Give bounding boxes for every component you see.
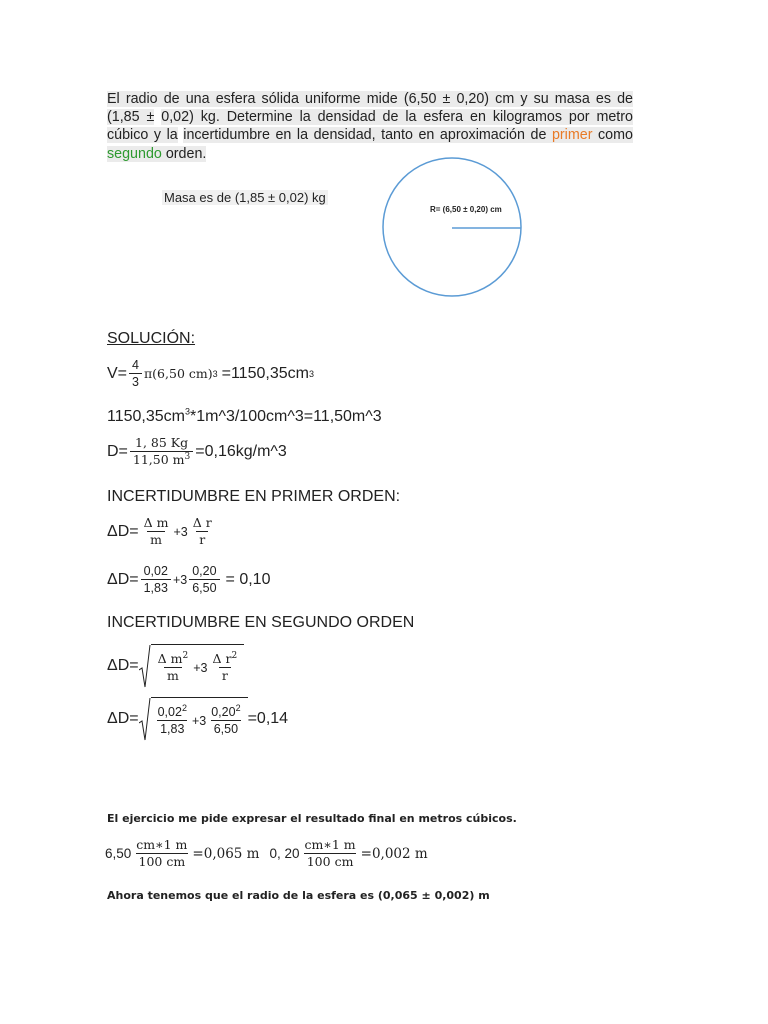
first-formula-n1: Δ m (143, 515, 169, 530)
first-formula-d2: r (196, 531, 208, 547)
second-formula-lhs: ΔD= (107, 657, 139, 674)
second-formula-d1: m (164, 667, 182, 683)
solution-heading: SOLUCIÓN: (107, 330, 196, 347)
second-order-values (107, 697, 288, 741)
density-den-exp: 3 (184, 451, 191, 462)
first-formula-n2: Δ r (192, 515, 212, 530)
second-values-plus: +3 (191, 713, 207, 728)
conv1-pre: 6,50 (105, 846, 132, 861)
conv1-den: 100 cm (136, 853, 189, 869)
sphere-diagram (380, 155, 524, 299)
first-values-d1: 1,83 (141, 579, 171, 595)
second-values-exp1: 2 (181, 702, 187, 713)
first-order-values (107, 564, 270, 595)
problem-line-1: El radio de una esfera sólida uniforme mide (6,50 ± 0,20) cm y su masa es de (1,85 ± (107, 91, 633, 126)
conv2-pre: 0, 20 (269, 846, 300, 861)
conversion-pre: 1150,35cm (107, 408, 185, 425)
problem-line-2: 0,02) kg. Determine la densidad de la esfera en kilogramos por metro cúbico y la (107, 109, 633, 144)
conv2-den: 100 cm (304, 853, 357, 869)
second-formula-d2: r (219, 667, 231, 683)
second-formula-exp2: 2 (231, 650, 238, 661)
volume-equation: V= $\frac{4}{3}$ π(6,50 cm) 3 =1150,35cm 3 (107, 358, 314, 389)
conv2-rhs: =0,002 m (360, 845, 428, 862)
first-formula-lhs: ΔD= (107, 522, 139, 540)
volume-frac-num: 4 (132, 358, 139, 372)
first-order-heading: INCERTIDUMBRE EN PRIMER ORDEN: (107, 488, 401, 505)
radius-label: R= (6,50 ± 0,20) cm (430, 205, 502, 214)
first-values-d2: 6,50 (189, 579, 219, 595)
problem-statement (107, 90, 633, 163)
sphere-circle (383, 158, 521, 296)
second-formula-exp1: 2 (182, 650, 189, 661)
first-values-plus: +3 (172, 572, 188, 587)
first-values-n1: 0,02 (143, 564, 168, 578)
second-formula-n2: Δ r (212, 651, 232, 666)
second-values-exp2: 2 (235, 702, 241, 713)
word-segundo: segundo (107, 145, 162, 162)
second-values-d1: 1,83 (157, 720, 187, 736)
second-values-n2: 0,20 (211, 705, 236, 719)
conversion-exp: 3 (184, 406, 190, 417)
conv1-num: cm∗1 m (136, 837, 188, 852)
second-values-rhs: =0,14 (247, 710, 289, 727)
final-note-2: Ahora tenemos que el radio de la esfera es (0,065 ± 0,002) m (107, 889, 490, 902)
density-den: 11,50 m (132, 452, 185, 467)
first-formula-plus: +3 (173, 524, 188, 539)
final-note-1: El ejercicio me pide expresar el resultado final en metros cúbicos. (107, 812, 517, 825)
density-lhs: D= (107, 442, 128, 460)
density-num: 1, 85 Kg (135, 435, 189, 450)
density-rhs: =0,16kg/m^3 (195, 442, 287, 460)
conv2-num: cm∗1 m (304, 837, 356, 852)
conversion-line (107, 408, 382, 426)
first-values-lhs: ΔD= (107, 570, 139, 588)
volume-rhs: =1150,35cm (221, 364, 309, 382)
second-values-lhs: ΔD= (107, 710, 139, 727)
conv1-rhs: =0,065 m (192, 845, 260, 862)
second-order-formula (107, 644, 244, 688)
problem-line-3-mid: como (592, 127, 633, 144)
final-conversion (105, 838, 428, 869)
sqrt-symbol (139, 644, 245, 688)
second-values-n1: 0,02 (157, 705, 182, 719)
problem-line-3-post: orden. (161, 145, 207, 162)
problem-line-3-pre: incertidumbre en la densidad, tanto en aproximación de (183, 127, 552, 144)
second-order-heading: INCERTIDUMBRE EN SEGUNDO ORDEN (107, 614, 415, 631)
first-order-formula (107, 516, 217, 547)
conversion-post: *1m^3/100cm^3=11,50m^3 (190, 408, 382, 425)
volume-lhs: V= (107, 364, 128, 382)
mass-label: Masa es de (1,85 ± 0,02) kg (164, 190, 326, 205)
density-equation (107, 436, 287, 467)
first-formula-d1: m (147, 531, 165, 547)
first-values-n2: 0,20 (192, 564, 217, 578)
volume-expr: π(6,50 cm) (143, 366, 213, 381)
sqrt-symbol-values (139, 697, 248, 741)
second-values-d2: 6,50 (211, 720, 241, 736)
volume-frac-den: 3 (129, 373, 142, 389)
word-primer: primer (551, 127, 593, 144)
second-formula-n1: Δ m (157, 651, 183, 666)
second-formula-plus: +3 (193, 660, 208, 675)
first-values-rhs: = 0,10 (225, 570, 271, 588)
